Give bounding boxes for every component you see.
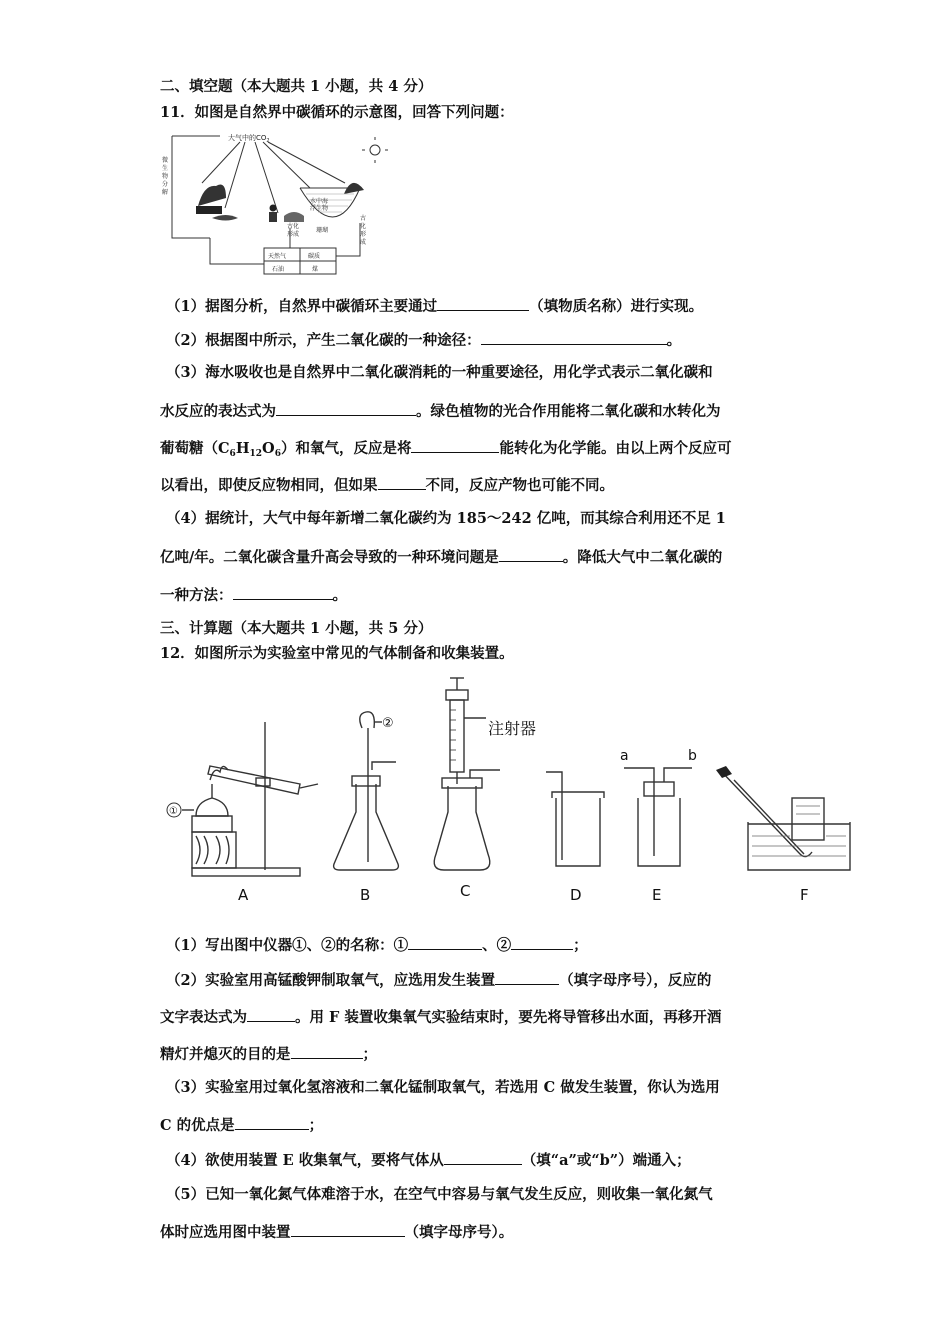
svg-text:化: 化 (360, 223, 367, 230)
svg-text:微: 微 (162, 157, 169, 164)
svg-text:生: 生 (162, 165, 169, 172)
answer-blank[interactable] (495, 970, 559, 985)
q11-part3-line1: （3）海水吸收也是自然界中二氧化碳消耗的一种重要途径，用化学式表示二氧化碳和 (166, 364, 713, 381)
apparatus-label-c: C (460, 882, 471, 900)
lab-apparatus-diagram (160, 674, 860, 906)
label-circle-2: ② (382, 716, 394, 731)
q12-part3-line2: C 的优点是 ； (160, 1117, 324, 1134)
q12-part3-line1: （3）实验室用过氧化氢溶液和二氧化锰制取氧气，若选用 C 做发生装置，你认为选用 (166, 1079, 720, 1096)
svg-text:大气中的CO2: 大气中的$CO_2$ (228, 134, 270, 144)
q12-part1: （1）写出图中仪器①、②的名称：① 、② ； (166, 937, 588, 954)
q12-part2-line2: 文字表达式为 。用 F 装置收集氧气实验结束时，要先将导管移出水面，再移开酒 (160, 1009, 722, 1026)
svg-text:解: 解 (162, 189, 169, 196)
q11-part2: （2）根据图中所示，产生二氧化碳的一种途径： 。 (166, 332, 682, 349)
svg-text:分: 分 (162, 181, 169, 188)
svg-text:物: 物 (162, 173, 169, 180)
answer-blank[interactable] (276, 401, 416, 416)
answer-blank[interactable] (437, 296, 529, 311)
answer-blank[interactable] (511, 935, 573, 950)
apparatus-label-b: B (360, 886, 371, 904)
tree-icon (344, 183, 364, 194)
q12-part2-line1: （2）实验室用高锰酸钾制取氧气，应选用发生装置 （填字母序号），反应的 (166, 972, 712, 989)
svg-text:古: 古 (360, 215, 367, 222)
q12-part5-line2: 体时应选用图中装置 （填字母序号）。 (160, 1224, 514, 1241)
q11-part3-line3: 葡萄糖$(C_6H_{12}O_6)$和氧气，反应是将 能转化为化学能。由以上两个反应可 (160, 440, 732, 459)
answer-blank[interactable] (291, 1222, 405, 1237)
answer-blank[interactable] (411, 438, 499, 453)
answer-blank[interactable] (235, 1115, 309, 1130)
answer-blank[interactable] (481, 330, 667, 345)
svg-text:成: 成 (360, 239, 367, 246)
svg-text:石油: 石油 (272, 266, 285, 273)
svg-text:水中海: 水中海 (310, 198, 329, 205)
plant-icon (198, 185, 226, 207)
svg-text:珊瑚: 珊瑚 (316, 227, 329, 234)
answer-blank[interactable] (444, 1150, 522, 1165)
apparatus-label-a: A (238, 886, 249, 904)
q11-part3-line4: 以看出，即使反应物相同，但如果 不同，反应产物也可能不同。 (160, 477, 614, 494)
svg-text:天然气: 天然气 (268, 253, 287, 260)
q11-part4-line1: （4）据统计，大气中每年新增二氧化碳约为 185～242 亿吨，而其综合利用还不足 1 (166, 510, 726, 527)
section-2-header: 二、填空题（本大题共 1 小题，共 4 分） (160, 78, 433, 95)
section-3-header: 三、计算题（本大题共 1 小题，共 5 分） (160, 620, 433, 637)
q11-part3-line2: 水反应的表达式为 。绿色植物的光合作用能将二氧化碳和水转化为 (160, 403, 721, 420)
q12-part4: （4）欲使用装置 E 收集氧气，要将气体从 （填“a”或“b”）端通入； (166, 1152, 691, 1169)
answer-blank[interactable] (247, 1007, 295, 1022)
q12-part5-line1: （5）已知一氧化氮气体难溶于水，在空气中容易与氧气发生反应，则收集一氧化氮气 (166, 1186, 713, 1203)
answer-blank[interactable] (291, 1044, 363, 1059)
q12-part2-line3: 精灯并熄灭的目的是 ； (160, 1046, 377, 1063)
question-11-title: 11．如图是自然界中碳循环的示意图，回答下列问题： (160, 104, 514, 121)
answer-blank[interactable] (408, 935, 482, 950)
svg-text:形成: 形成 (287, 231, 300, 238)
svg-text:碳质: 碳质 (308, 253, 321, 260)
svg-text:煤: 煤 (312, 266, 319, 273)
q11-part4-line2: 亿吨/年。二氧化碳含量升高会导致的一种环境问题是 。降低大气中二氧化碳的 (160, 549, 723, 566)
label-b: b (688, 748, 697, 764)
q11-part4-line3: 一种方法： 。 (160, 587, 347, 604)
svg-text:形: 形 (360, 231, 367, 238)
svg-text:古化: 古化 (287, 223, 300, 230)
carbon-cycle-diagram (160, 128, 390, 278)
answer-blank[interactable] (378, 475, 426, 490)
answer-blank[interactable] (499, 547, 563, 562)
apparatus-label-f: F (800, 886, 809, 904)
label-syringe: 注射器 (488, 719, 537, 738)
question-12-title: 12．如图所示为实验室中常见的气体制备和收集装置。 (160, 645, 514, 662)
q11-part1: （1）据图分析，自然界中碳循环主要通过 （填物质名称）进行实现。 (166, 298, 704, 315)
label-circle-1: ① (169, 806, 178, 817)
svg-text:浮生物: 浮生物 (310, 205, 329, 212)
answer-blank[interactable] (233, 585, 333, 600)
label-a: a (620, 748, 629, 764)
apparatus-label-e: E (652, 886, 662, 904)
apparatus-label-d: D (570, 886, 582, 904)
